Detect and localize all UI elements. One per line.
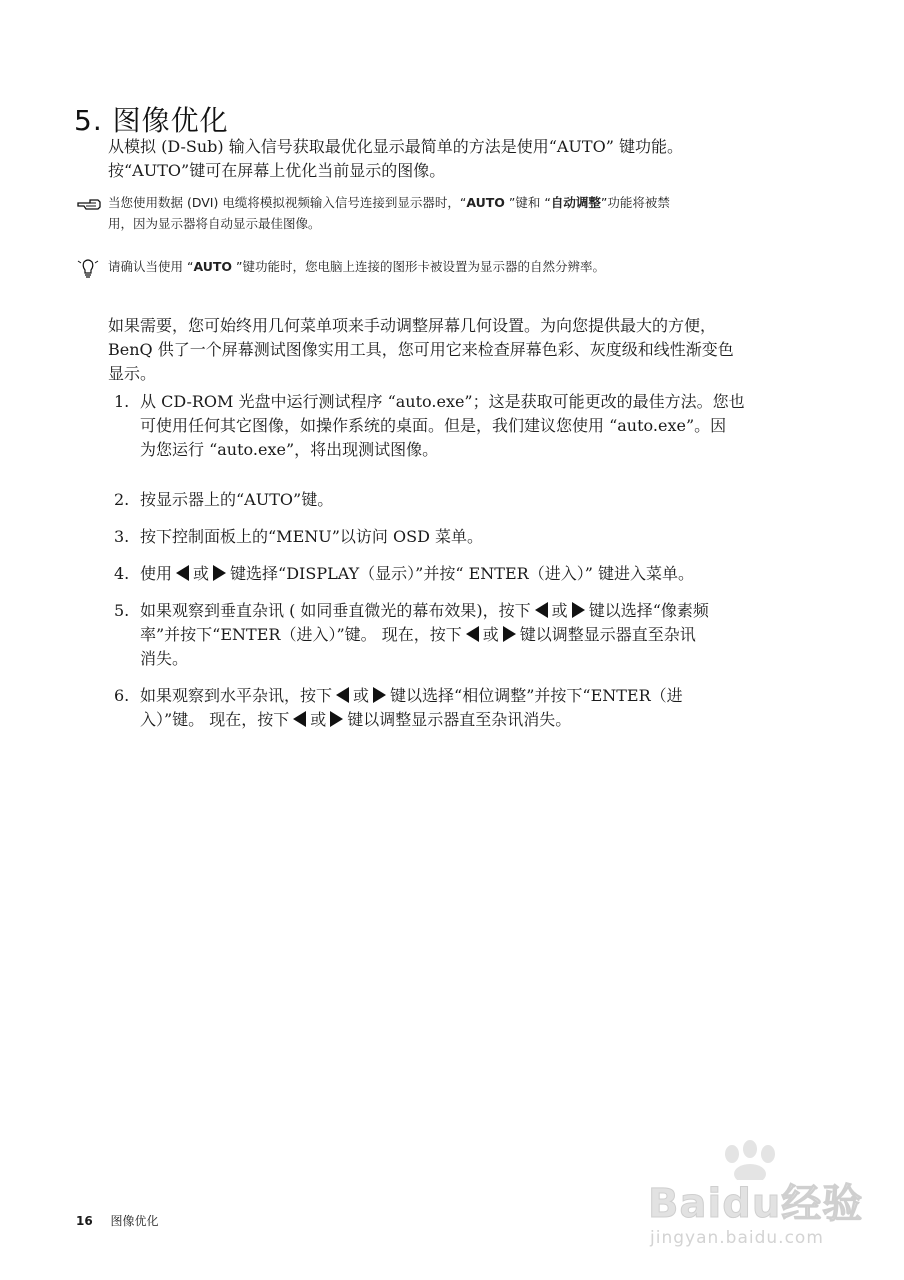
paragraph-line: 显示。 bbox=[108, 364, 157, 383]
left-arrow-icon bbox=[336, 687, 349, 703]
step-line: 消失。 bbox=[140, 649, 189, 668]
step-number: 5. bbox=[114, 601, 130, 620]
watermark-logo: Baidu经验 bbox=[648, 1181, 864, 1227]
watermark-url: jingyan.baidu.com bbox=[650, 1228, 824, 1248]
step-number: 6. bbox=[114, 686, 130, 705]
intro-line: 按“AUTO”键可在屏幕上优化当前显示的图像。 bbox=[108, 161, 446, 180]
step-item bbox=[108, 390, 828, 462]
footer-title: 图像优化 bbox=[110, 1214, 159, 1228]
step-number: 4. bbox=[114, 564, 130, 583]
right-arrow-icon bbox=[330, 711, 343, 727]
lightbulb-icon bbox=[76, 258, 100, 286]
intro-text bbox=[108, 135, 828, 183]
left-arrow-icon bbox=[293, 711, 306, 727]
step-item bbox=[108, 684, 828, 732]
page-footer bbox=[76, 1212, 159, 1229]
steps-list bbox=[108, 390, 828, 745]
page-number: 16 bbox=[76, 1214, 93, 1228]
step-number: 1. bbox=[114, 392, 130, 411]
step-item bbox=[108, 599, 828, 671]
left-arrow-icon bbox=[466, 626, 479, 642]
body-paragraph bbox=[108, 314, 828, 386]
step-line: 可使用任何其它图像，如操作系统的桌面。但是，我们建议您使用 “auto.exe”。因 bbox=[140, 416, 727, 435]
right-arrow-icon bbox=[503, 626, 516, 642]
step-line: 从 CD-ROM 光盘中运行测试程序 “auto.exe”；这是获取可能更改的最佳方法。您也 bbox=[140, 392, 745, 411]
step-line: 按显示器上的“AUTO”键。 bbox=[140, 490, 334, 509]
page-title: 5. 图像优化 bbox=[74, 103, 229, 137]
note-dvi bbox=[76, 192, 836, 234]
step-line: 为您运行 “auto.exe”，将出现测试图像。 bbox=[140, 440, 439, 459]
step-item bbox=[108, 488, 828, 512]
step-item bbox=[108, 562, 828, 586]
step-line: 率”并按下“ENTER（进入）”键。 现在，按下 或 键以调整显示器直至杂讯 bbox=[140, 625, 696, 644]
right-arrow-icon bbox=[572, 602, 585, 618]
note-text: 请确认当使用 “AUTO ”键功能时，您电脑上连接的图形卡被设置为显示器的自然分辨率。 bbox=[108, 259, 605, 274]
right-arrow-icon bbox=[213, 565, 226, 581]
left-arrow-icon bbox=[535, 602, 548, 618]
paragraph-line: 如果需要，您可始终用几何菜单项来手动调整屏幕几何设置。为向您提供最大的方便， bbox=[108, 316, 717, 335]
step-line: 入）”键。 现在，按下 或 键以调整显示器直至杂讯消失。 bbox=[140, 710, 572, 729]
baidu-watermark bbox=[640, 1140, 880, 1270]
note-auto bbox=[76, 256, 836, 277]
intro-line: 从模拟 (D-Sub) 输入信号获取最优化显示最简单的方法是使用“AUTO” 键功能。 bbox=[108, 137, 683, 156]
pointing-hand-icon bbox=[76, 194, 102, 218]
left-arrow-icon bbox=[176, 565, 189, 581]
step-number: 2. bbox=[114, 490, 130, 509]
paragraph-line: BenQ 供了一个屏幕测试图像实用工具，您可用它来检查屏幕色彩、灰度级和线性渐变色 bbox=[108, 340, 734, 359]
step-line: 如果观察到垂直杂讯 ( 如同垂直微光的幕布效果)，按下 或 键以选择“像素频 bbox=[140, 601, 709, 620]
step-item bbox=[108, 525, 828, 549]
step-line: 按下控制面板上的“MENU”以访问 OSD 菜单。 bbox=[140, 527, 483, 546]
step-number: 3. bbox=[114, 527, 130, 546]
step-line: 如果观察到水平杂讯，按下 或 键以选择“相位调整”并按下“ENTER（进 bbox=[140, 686, 683, 705]
note-text: 当您使用数据 (DVI) 电缆将模拟视频输入信号连接到显示器时，“AUTO ”键和 “自动调整”功能将被禁 用，因为显示器将自动显示最佳图像。 bbox=[108, 195, 670, 231]
step-line: 使用 或 键选择“DISPLAY（显示）”并按“ ENTER（进入）” 键进入菜单。 bbox=[140, 564, 694, 583]
right-arrow-icon bbox=[373, 687, 386, 703]
